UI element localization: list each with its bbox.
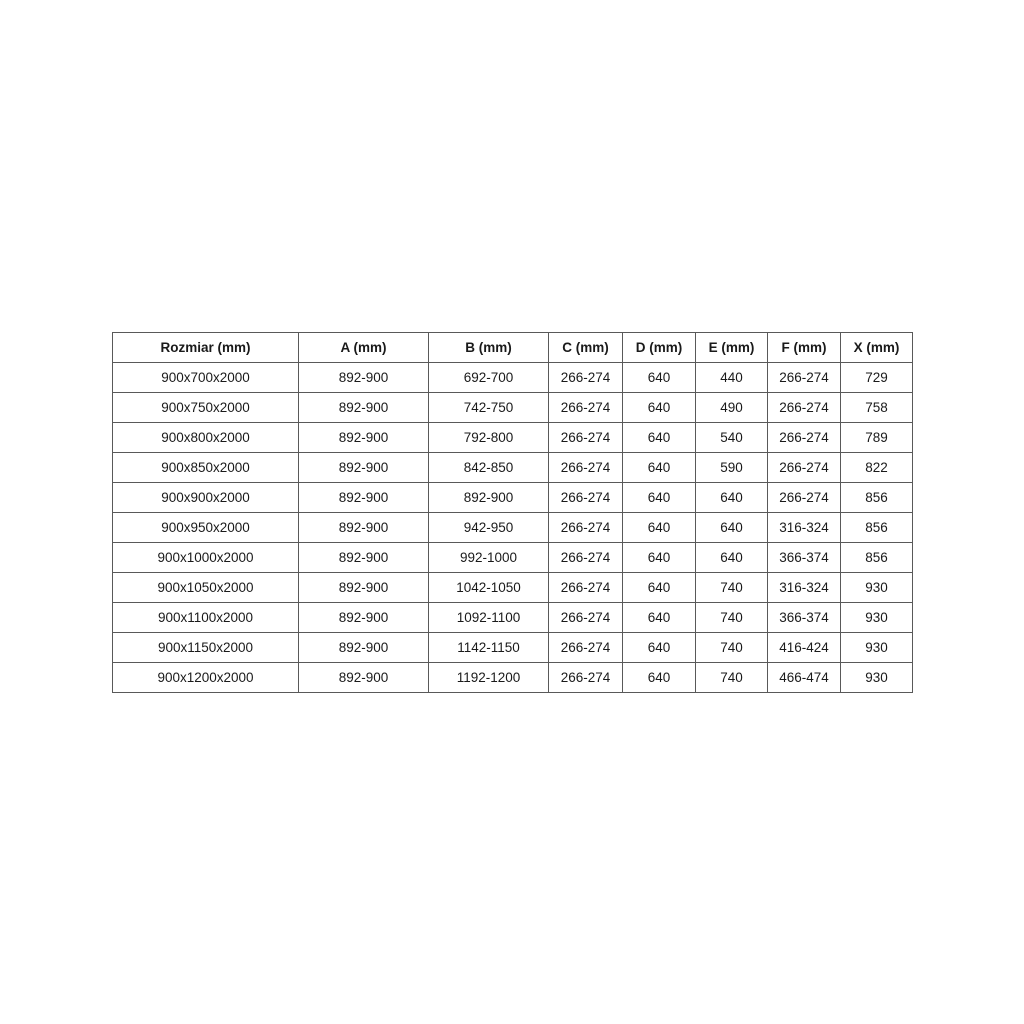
dimensions-table (112, 332, 913, 693)
table-cell: 266-274 (768, 483, 841, 513)
table-cell: 316-324 (768, 573, 841, 603)
table-row (113, 513, 913, 543)
table-cell: 856 (841, 483, 913, 513)
table-cell: 1092-1100 (429, 603, 549, 633)
table-row (113, 393, 913, 423)
table-cell: 640 (696, 543, 768, 573)
table-cell: 792-800 (429, 423, 549, 453)
table-row (113, 483, 913, 513)
table-cell: 416-424 (768, 633, 841, 663)
table-row (113, 633, 913, 663)
table-cell: 640 (623, 423, 696, 453)
column-header: D (mm) (623, 333, 696, 363)
table-cell: 930 (841, 603, 913, 633)
table-cell: 729 (841, 363, 913, 393)
table-cell: 266-274 (549, 603, 623, 633)
table-cell: 640 (623, 363, 696, 393)
table-cell: 892-900 (299, 543, 429, 573)
table-row (113, 543, 913, 573)
table-cell: 892-900 (299, 483, 429, 513)
table-cell: 892-900 (429, 483, 549, 513)
table-cell: 892-900 (299, 603, 429, 633)
table-cell: 740 (696, 633, 768, 663)
table-cell: 742-750 (429, 393, 549, 423)
table-cell: 640 (623, 483, 696, 513)
table-cell: 900x700x2000 (113, 363, 299, 393)
table-cell: 640 (623, 513, 696, 543)
table-row (113, 603, 913, 633)
table-cell: 640 (623, 573, 696, 603)
table-cell: 640 (623, 453, 696, 483)
table-row (113, 363, 913, 393)
table-cell: 640 (623, 543, 696, 573)
table-cell: 1042-1050 (429, 573, 549, 603)
table-cell: 930 (841, 633, 913, 663)
table-cell: 640 (623, 393, 696, 423)
table-cell: 892-900 (299, 453, 429, 483)
table-cell: 892-900 (299, 423, 429, 453)
table-cell: 366-374 (768, 603, 841, 633)
table-cell: 892-900 (299, 393, 429, 423)
table-cell: 900x950x2000 (113, 513, 299, 543)
table-cell: 900x1150x2000 (113, 633, 299, 663)
table-cell: 856 (841, 513, 913, 543)
table-cell: 900x800x2000 (113, 423, 299, 453)
table-cell: 758 (841, 393, 913, 423)
table-cell: 266-274 (549, 423, 623, 453)
table-cell: 266-274 (768, 453, 841, 483)
column-header: F (mm) (768, 333, 841, 363)
table-cell: 266-274 (549, 663, 623, 693)
table-cell: 266-274 (549, 633, 623, 663)
table-cell: 640 (623, 603, 696, 633)
column-header: B (mm) (429, 333, 549, 363)
table-cell: 590 (696, 453, 768, 483)
table-cell: 930 (841, 663, 913, 693)
column-header: X (mm) (841, 333, 913, 363)
table-cell: 842-850 (429, 453, 549, 483)
column-header: C (mm) (549, 333, 623, 363)
table-cell: 822 (841, 453, 913, 483)
table-cell: 992-1000 (429, 543, 549, 573)
table-cell: 892-900 (299, 363, 429, 393)
table-cell: 892-900 (299, 663, 429, 693)
table-cell: 1142-1150 (429, 633, 549, 663)
table-cell: 640 (623, 663, 696, 693)
column-header: Rozmiar (mm) (113, 333, 299, 363)
table-row (113, 453, 913, 483)
table-header-row (113, 333, 913, 363)
table-cell: 900x1000x2000 (113, 543, 299, 573)
table-cell: 266-274 (549, 363, 623, 393)
table-cell: 490 (696, 393, 768, 423)
table-cell: 900x750x2000 (113, 393, 299, 423)
table-cell: 640 (696, 513, 768, 543)
table-cell: 892-900 (299, 513, 429, 543)
table-cell: 640 (696, 483, 768, 513)
table-cell: 266-274 (549, 513, 623, 543)
table-cell: 930 (841, 573, 913, 603)
table-cell: 266-274 (768, 423, 841, 453)
table-cell: 789 (841, 423, 913, 453)
table-cell: 266-274 (549, 573, 623, 603)
table-cell: 640 (623, 633, 696, 663)
table-header (113, 333, 913, 363)
table-cell: 892-900 (299, 633, 429, 663)
table-cell: 740 (696, 573, 768, 603)
table-row (113, 423, 913, 453)
table-cell: 266-274 (549, 453, 623, 483)
table-cell: 316-324 (768, 513, 841, 543)
table-cell: 692-700 (429, 363, 549, 393)
table-cell: 900x1200x2000 (113, 663, 299, 693)
table-cell: 740 (696, 663, 768, 693)
table-cell: 266-274 (549, 543, 623, 573)
table-row (113, 663, 913, 693)
column-header: A (mm) (299, 333, 429, 363)
table-cell: 856 (841, 543, 913, 573)
table-cell: 266-274 (768, 393, 841, 423)
table-cell: 900x900x2000 (113, 483, 299, 513)
table-row (113, 573, 913, 603)
table-cell: 366-374 (768, 543, 841, 573)
table-cell: 266-274 (768, 363, 841, 393)
table-cell: 440 (696, 363, 768, 393)
table-cell: 540 (696, 423, 768, 453)
column-header: E (mm) (696, 333, 768, 363)
table-cell: 266-274 (549, 483, 623, 513)
table-cell: 900x850x2000 (113, 453, 299, 483)
table-cell: 1192-1200 (429, 663, 549, 693)
table-cell: 266-274 (549, 393, 623, 423)
table-body (113, 363, 913, 693)
table-cell: 466-474 (768, 663, 841, 693)
table-cell: 892-900 (299, 573, 429, 603)
table-cell: 900x1050x2000 (113, 573, 299, 603)
table-cell: 942-950 (429, 513, 549, 543)
table-cell: 900x1100x2000 (113, 603, 299, 633)
table-cell: 740 (696, 603, 768, 633)
